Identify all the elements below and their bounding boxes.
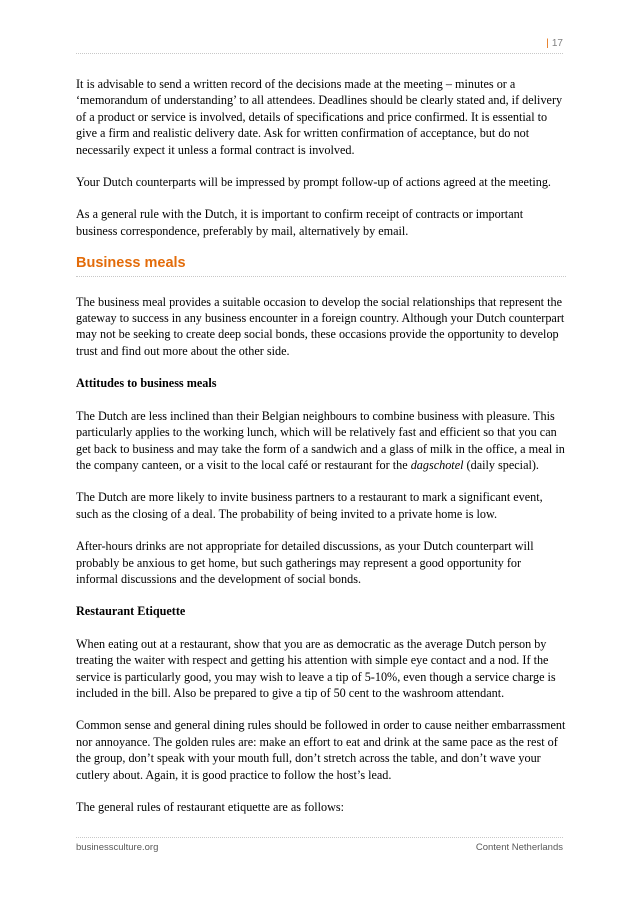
paragraph-text: (daily special).: [463, 457, 539, 472]
paragraph: Common sense and general dining rules should be followed in order to cause neither embarrassment nor annoyance. The golden rules are: make an effort to eat and drink at the same pace as the rest of the group, don’t speak with your mouth full, don’t stretch across the table, and don’t wave your cutlery about. Again, it is good practice to follow the host’s lead.: [76, 718, 566, 782]
paragraph: Your Dutch counterparts will be impressed by prompt follow-up of actions agreed at the meeting.: [76, 175, 551, 190]
paragraph: The general rules of restaurant etiquette are as follows:: [76, 800, 345, 814]
footer-site: businessculture.org: [76, 842, 159, 853]
header-divider: [76, 53, 563, 54]
italic-term: dagschotel: [410, 457, 464, 472]
page-number: [546, 38, 563, 49]
paragraph: As a general rule with the Dutch, it is important to confirm receipt of contracts or important business correspondence, preferably by mail, alternatively by email.: [76, 207, 524, 238]
page-number-text: 17: [551, 38, 563, 49]
paragraph: After-hours drinks are not appropriate for detailed discussions, as your Dutch counterpart will probably be anxious to get home, but such gatherings may represent a good opportunity for informal discussions and the development of social bonds.: [76, 539, 534, 586]
page-content: [76, 76, 566, 831]
paragraph: It is advisable to send a written record of the decisions made at the meeting – minutes or a ‘memorandum of understanding’ to all attendees. Deadlines should be clearly stated and, if delivery of a product or service is involved, details of specifications and price confirmed. It is essential to give a firm and realistic delivery date. Ask for written confirmation of acceptance, but do not necessarily expect it unless a formal contract is involved.: [76, 77, 563, 157]
footer-divider: [76, 837, 563, 838]
subheading-attitudes: Attitudes to business meals: [76, 376, 217, 391]
paragraph-text: The Dutch are less inclined than their Belgian neighbours to combine business with pleasure. This particularly applies to the working lunch, which will be relatively fast and efficient so that you can get back to business and may take the form of a sandwich and a glass of milk in the office, a meal in the company canteen, or a visit to the local café or restaurant for the: [76, 408, 565, 472]
paragraph: The Dutch are more likely to invite business partners to a restaurant to mark a significant event, such as the closing of a deal. The probability of being invited to a private home is low.: [76, 490, 543, 521]
section-heading-wrap: [76, 255, 566, 276]
footer-section-label: Content Netherlands: [475, 842, 563, 853]
subheading-restaurant-etiquette: Restaurant Etiquette: [76, 604, 186, 619]
paragraph: [76, 408, 566, 474]
paragraph: When eating out at a restaurant, show that you are as democratic as the average Dutch person by treating the waiter with respect and getting his attention with simple eye contact and a nod. If the service is particularly good, you may wish to leave a tip of 5-10%, even though a service charge is included in the bill. Also be prepared to give a tip of 50 cent to the washroom attendant.: [76, 636, 556, 700]
paragraph: The business meal provides a suitable occasion to develop the social relationships that represent the gateway to success in any business encounter in a foreign country. Although your Dutch counterpart may not be seeking to create deep social bonds, these occasions provide the opportunity to develop trust and find out more about the other side.: [76, 294, 565, 358]
section-heading-business-meals: Business meals: [76, 255, 566, 276]
page-number-bar: |: [546, 38, 549, 49]
